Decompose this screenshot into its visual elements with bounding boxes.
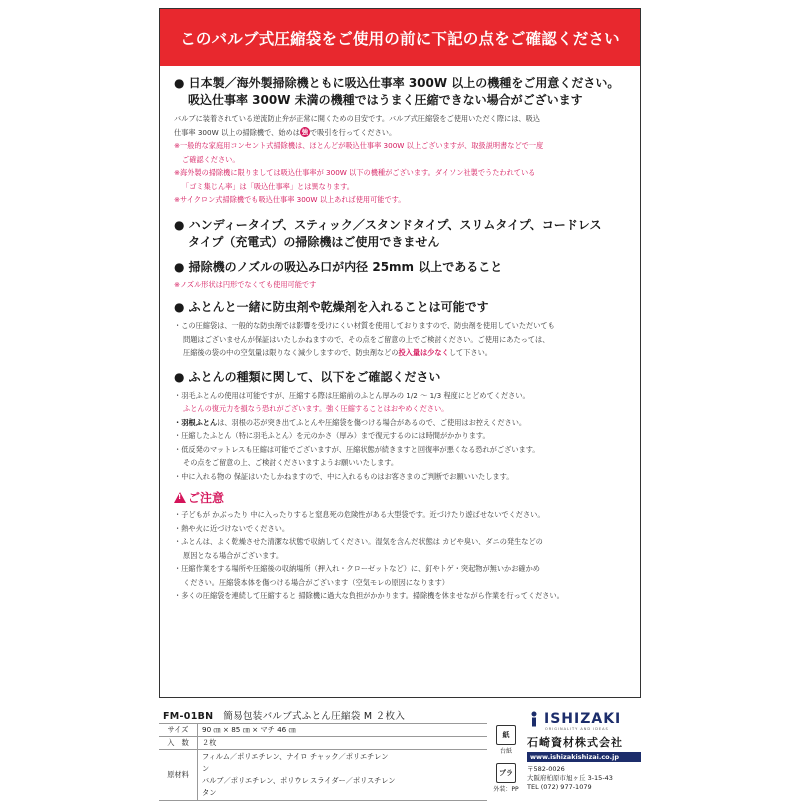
caution-item: ・熱や火に近づけないでください。	[174, 523, 290, 533]
logo-tagline: ORIGINALITY AND IDEAS	[545, 727, 609, 731]
strong-mode-badge: 強	[301, 127, 309, 136]
paragraph	[174, 346, 626, 360]
warning-icon	[174, 492, 186, 503]
section-unsupported-heading: ● ハンディータイプ、スティック／スタンドタイプ、スリムタイプ、コードレス	[174, 217, 602, 232]
caution-item: 原因となる場合がございます。	[183, 550, 284, 560]
emphasis: 投入量は少なく	[398, 348, 449, 357]
material-item: フィルム／ポリエチレン、ナイロン	[202, 752, 308, 773]
caution-title: ご注意	[188, 491, 225, 505]
product-title	[163, 708, 405, 722]
heading-text: をご用意ください。	[511, 76, 620, 90]
logo-text: ISHIZAKI	[544, 711, 622, 727]
section-insecticide-heading: ● ふとんと一緒に防虫剤や乾燥剤を入れることは可能です	[174, 300, 489, 314]
list-item: ・羽毛ふとんの使用は可能ですが、圧縮する際は圧縮前のふとん厚みの 1/2 ～ 1/3 程度にとどめてください。	[174, 390, 530, 400]
emphasis: ・羽根ふとん	[174, 417, 218, 427]
recycle-marks	[485, 725, 527, 801]
spec-key: 原材料	[159, 750, 198, 801]
material-item: バルブ／ポリエチレン、ポリウレタン	[202, 776, 309, 797]
paragraph: ・この圧縮袋は、一般的な防虫剤では影響を受けにくい材質を使用しておりますので、防虫剤を使用していただいても	[174, 321, 555, 330]
product-footer	[159, 708, 641, 797]
caution-item: ください。圧縮袋本体を傷つける場合がございます（空気モレの原因になります）	[183, 577, 449, 587]
text: して下さい。	[448, 348, 492, 357]
material-item: チャック／ポリエチレン	[310, 752, 389, 761]
note: ※ノズル形状は円形でなくても使用可能です	[174, 279, 317, 289]
instruction-sheet	[159, 8, 641, 698]
section-nozzle-heading: ● 掃除機のノズルの吸込み口が内径 25mm 以上であること	[174, 259, 503, 274]
table-row	[159, 724, 487, 737]
ishizaki-logo-icon	[527, 711, 541, 727]
spec-key: サイズ	[159, 724, 198, 737]
header-banner: このバルブ式圧縮袋をご使用の前に下記の点をご確認ください	[160, 9, 640, 66]
heading-line-2: 吸込仕事率 300W 未満の機種ではうまく圧縮できない場合がございます	[188, 93, 583, 107]
list-item: ・圧縮したふとん（特に羽毛ふとん）を元のかさ（厚み）まで復元するのには時間がかかります。	[174, 431, 490, 440]
heading-line-2: タイプ（充電式）の掃除機はご使用できません	[188, 234, 440, 249]
list-item: ・中に入れる物の 保証はいたしかねますので、中に入れるものはお客さまのご判断でお願いいたします。	[174, 471, 514, 481]
note: ※サイクロン式掃除機でも吸込仕事率 300W 以上あれば使用可能です。	[174, 195, 406, 204]
heading-text: ● 日本製／海外製掃除機ともに	[174, 76, 345, 90]
material-item: スライダー／ポリスチレン	[310, 776, 396, 785]
company-url: www.ishizakishizai.co.jp	[527, 752, 641, 762]
text: 仕事率 300W 以上の掃除機で、始めは	[174, 127, 300, 137]
company-logo	[527, 708, 641, 730]
plastic-recycle-icon: プラ	[496, 763, 516, 783]
recycle-label: 台紙	[499, 748, 512, 755]
recycle-label: 外装：PP	[493, 786, 519, 793]
table-row	[159, 750, 487, 801]
heading-emphasis: 吸込仕事率 300W 以上の機種	[344, 76, 512, 90]
company-address	[527, 765, 641, 792]
caution-item: ・圧縮作業をする場所や圧縮後の収納場所（押入れ・クローゼットなど）に、釘やトゲ・突起物が無いかお確かめ	[174, 564, 540, 573]
address: 大阪府柏原市旭ヶ丘 3-15-43	[527, 774, 613, 782]
caution-item: ・ふとんは、よく乾燥させた清潔な状態で収納してください。湿気を含んだ状態は カビや臭い、ダニの発生などの	[174, 537, 543, 546]
note: 「ゴミ集じん率」は「吸込仕事率」とは異なります。	[182, 181, 354, 191]
product-code: FM-01BN	[163, 711, 214, 722]
section-vacuum-power-heading	[174, 75, 626, 92]
note: ふとんの復元力を損なう恐れがございます。強く圧縮することはおやめください。	[183, 404, 449, 413]
phone: TEL (072) 977-1079	[527, 783, 592, 791]
product-name: 簡易包装バルブ式ふとん圧縮袋 M ２枚入	[223, 711, 406, 722]
zip: 〒582-0026	[527, 765, 565, 773]
spec-value: 90 ㎝ × 85 ㎝ × マチ 46 ㎝	[198, 724, 488, 737]
text: 圧縮後の袋の中の空気量は限りなく減少しますので、防虫剤などの	[183, 348, 399, 357]
note: ※海外製の掃除機に限りましては吸込仕事率が 300W 以下の機種がございます。ダイソン社製でうたわれている	[174, 168, 536, 177]
section-futon-types-heading: ● ふとんの種類に関して、以下をご確認ください	[174, 369, 441, 384]
text: で吸引を行ってください。	[309, 127, 397, 137]
company-block	[527, 708, 641, 792]
list-item: その点をご留意の上、ご検討くださいますようお願いいたします。	[183, 458, 399, 467]
spec-value	[198, 750, 488, 801]
company-name: 石崎資材株式会社	[527, 736, 623, 749]
paragraph	[174, 126, 626, 140]
list-item	[174, 416, 626, 430]
paragraph: バルブに装着されている逆流防止弁が正常に開くための目安です。バルブ式圧縮袋をご使用いただく際には、吸込	[174, 114, 540, 123]
list-item: ・低反発のマットレスも圧縮は可能でございますが、圧縮状態が続きますと回復率が悪くなる恐れがございます。	[174, 444, 540, 454]
table-row	[159, 737, 487, 750]
caution-heading	[174, 489, 626, 506]
caution-item: ・多くの圧縮袋を連続して圧縮すると 掃除機に過大な負担がかかります。掃除機を休ませながら作業を行ってください。	[174, 591, 564, 600]
spec-key: 入 数	[159, 737, 198, 750]
text: は、羽根の芯が突き出てふとんや圧縮袋を傷つける場合があるので、ご使用はお控えください。	[217, 417, 527, 427]
caution-item: ・子どもが かぶったり 中に入ったりすると窒息死の危険性がある大型袋です。近づけたり遊ばせないでください。	[174, 510, 545, 519]
note: ご確認ください。	[182, 154, 240, 164]
spec-table	[159, 723, 487, 801]
content	[160, 66, 640, 603]
note: ※一般的な家庭用コンセント式掃除機は、ほとんどが吸込仕事率 300W 以上ございますが、取扱説明書などで一度	[174, 141, 544, 150]
paragraph: 問題はございませんが保証はいたしかねますので、その点をご留意の上でご検討ください。ご使用にあたっては、	[183, 334, 550, 344]
paper-recycle-icon: 紙	[496, 725, 516, 745]
spec-value: ２枚	[198, 737, 488, 750]
